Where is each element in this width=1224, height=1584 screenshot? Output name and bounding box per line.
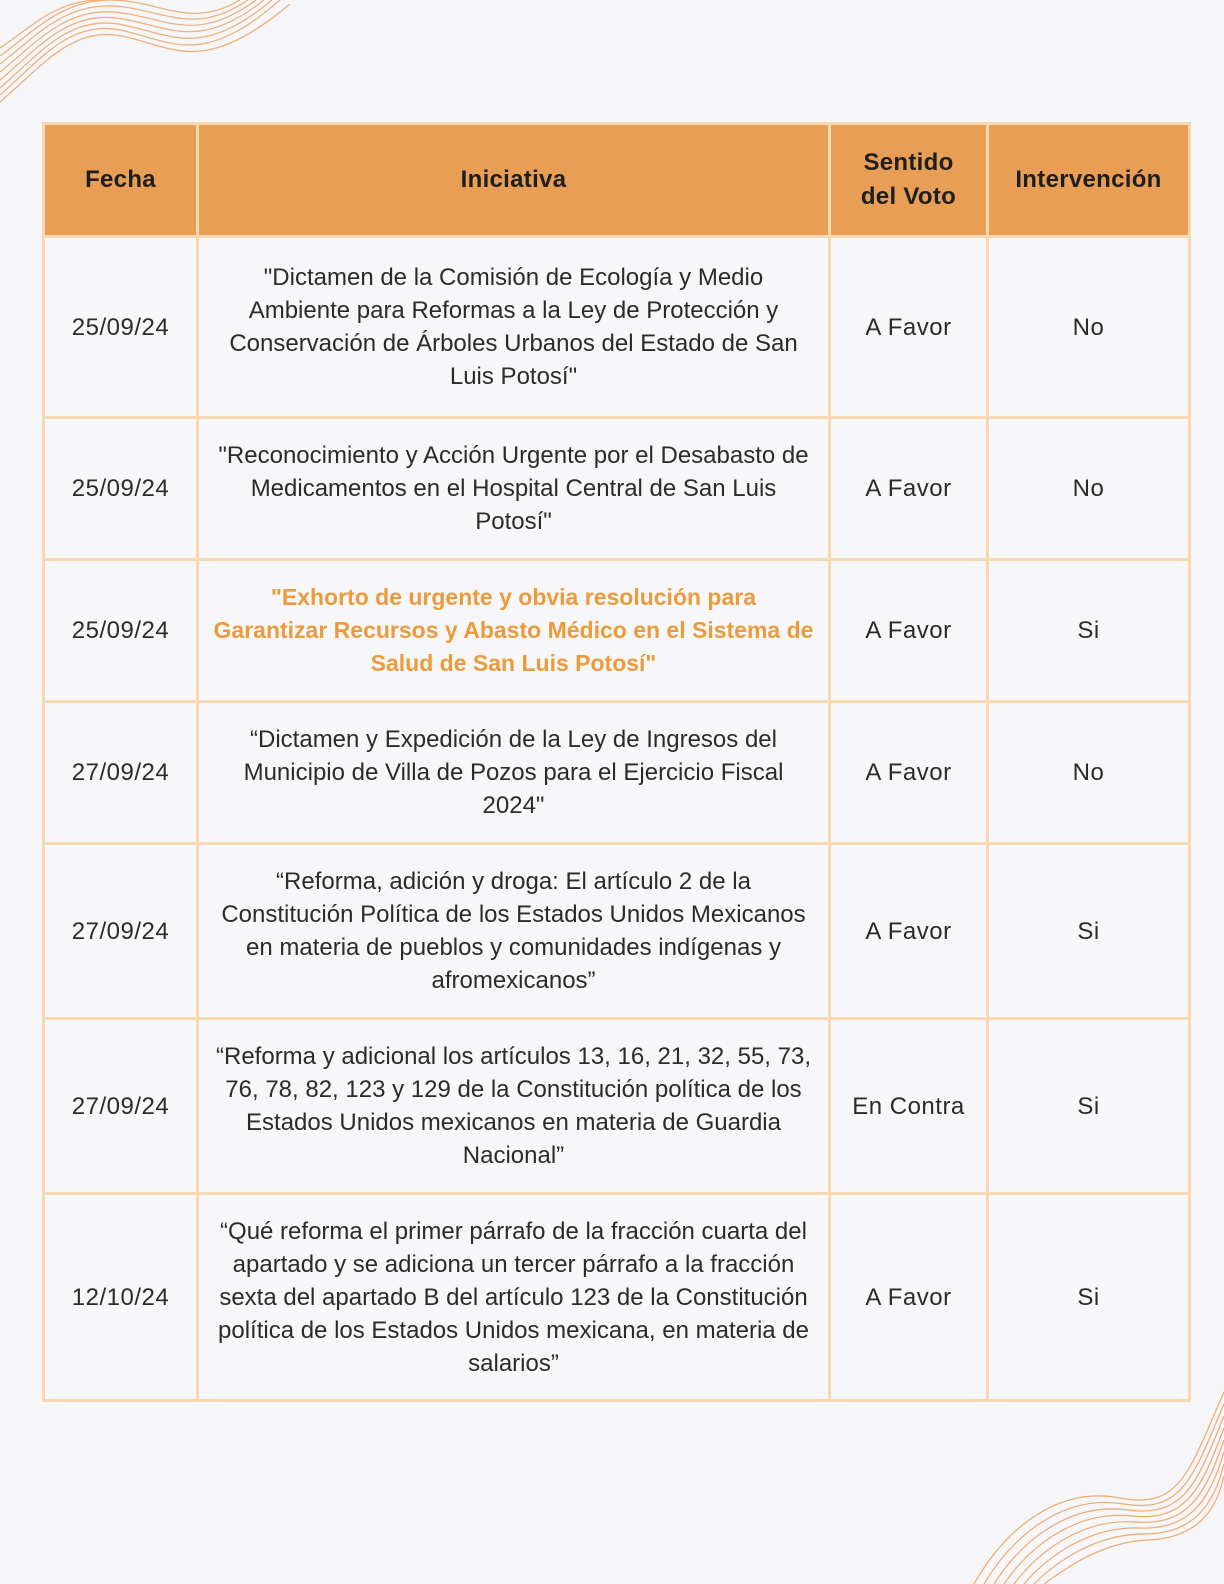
cell-intervencion: Si [988,844,1190,1019]
cell-fecha: 25/09/24 [44,560,198,702]
cell-intervencion: Si [988,1194,1190,1401]
cell-intervencion: Si [988,1019,1190,1194]
header-sentido-label: Sentido del Voto [860,149,957,210]
cell-sentido-voto: A Favor [830,1194,988,1401]
cell-fecha: 25/09/24 [44,418,198,560]
cell-sentido-voto: A Favor [830,237,988,418]
cell-sentido-voto: A Favor [830,844,988,1019]
votes-table [42,122,1191,1402]
cell-intervencion: Si [988,560,1190,702]
header-intervencion: Intervención [988,124,1190,237]
cell-fecha: 27/09/24 [44,702,198,844]
table-row [44,844,1190,1019]
cell-intervencion: No [988,702,1190,844]
cell-iniciativa: “Reforma y adicional los artículos 13, 16, 21, 32, 55, 73, 76, 78, 82, 123 y 129 de la Constitución política de los Estados Unidos mexicanos en materia de Guardia Nacional” [198,1019,830,1194]
header-sentido-del-voto [830,124,988,237]
cell-sentido-voto: A Favor [830,418,988,560]
cell-fecha: 25/09/24 [44,237,198,418]
table-row [44,560,1190,702]
cell-iniciativa: “Qué reforma el primer párrafo de la fracción cuarta del apartado y se adiciona un tercer párrafo a la fracción sexta del apartado B del artículo 123 de la Constitución política de los Estados Unidos mexicana, en materia de salarios” [198,1194,830,1401]
cell-intervencion: No [988,237,1190,418]
cell-iniciativa: "Dictamen de la Comisión de Ecología y Medio Ambiente para Reformas a la Ley de Protección y Conservación de Árboles Urbanos del Estado de San Luis Potosí" [198,237,830,418]
cell-fecha: 27/09/24 [44,844,198,1019]
header-fecha: Fecha [44,124,198,237]
table-row [44,418,1190,560]
wave-decoration-top-left [0,0,300,110]
table-row [44,1019,1190,1194]
header-iniciativa: Iniciativa [198,124,830,237]
table-row [44,237,1190,418]
cell-iniciativa: “Reforma, adición y droga: El artículo 2 de la Constitución Política de los Estados Unidos Mexicanos en materia de pueblos y comunidades indígenas y afromexicanos” [198,844,830,1019]
wave-decoration-bottom-right [924,1384,1224,1584]
table-row [44,1194,1190,1401]
cell-sentido-voto: A Favor [830,560,988,702]
cell-sentido-voto: A Favor [830,702,988,844]
table-header-row [44,124,1190,237]
cell-iniciativa: “Dictamen y Expedición de la Ley de Ingresos del Municipio de Villa de Pozos para el Ejercicio Fiscal 2024" [198,702,830,844]
table-row [44,702,1190,844]
cell-intervencion: No [988,418,1190,560]
cell-fecha: 27/09/24 [44,1019,198,1194]
cell-iniciativa-highlighted: "Exhorto de urgente y obvia resolución para Garantizar Recursos y Abasto Médico en el Sistema de Salud de San Luis Potosí" [198,560,830,702]
cell-sentido-voto: En Contra [830,1019,988,1194]
cell-fecha: 12/10/24 [44,1194,198,1401]
cell-iniciativa: "Reconocimiento y Acción Urgente por el Desabasto de Medicamentos en el Hospital Central de San Luis Potosí" [198,418,830,560]
